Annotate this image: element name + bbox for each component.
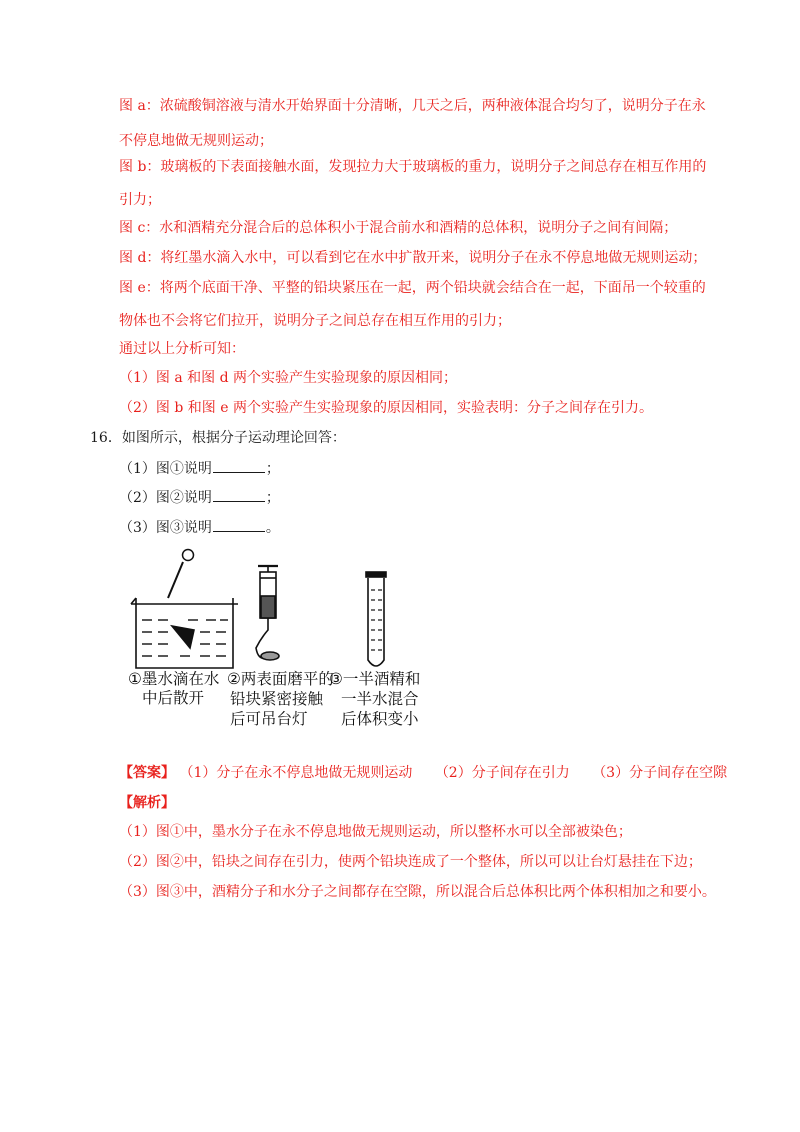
answer-line bbox=[119, 763, 727, 783]
caption-3-line-3: 后体积变小 bbox=[341, 710, 419, 728]
analysis-text-b2: 引力； bbox=[119, 192, 161, 208]
analysis-text-a1: 图 a：浓硫酸铜溶液与清水开始界面十分清晰，几天之后，两种液体混合均匀了，说明分子在永 bbox=[119, 98, 706, 114]
lead-block-lamp-figure bbox=[256, 566, 279, 660]
analysis-text-d1: 图 d：将红墨水滴入水中，可以看到它在水中扩散开来，说明分子在永不停息地做无规则运动； bbox=[119, 250, 707, 266]
caption-2-line-2: 铅块紧密接触 bbox=[230, 690, 324, 708]
question-number: 16． bbox=[90, 430, 122, 446]
question-stem: 如图所示，根据分子运动理论回答： bbox=[121, 430, 346, 446]
question-item-1 bbox=[119, 458, 280, 479]
question-16 bbox=[90, 428, 346, 448]
analysis-summary-2: （2）图 b 和图 e 两个实验产生实验现象的原因相同，实验表明：分子之间存在引力。 bbox=[119, 400, 653, 416]
analysis-label: 【解析】 bbox=[119, 795, 175, 811]
caption-1-line-1: ①墨水滴在水 bbox=[128, 670, 220, 688]
analysis-line-3: （3）图③中，酒精分子和水分子之间都存在空隙，所以混合后总体积比两个体积相加之和要小。 bbox=[119, 884, 716, 900]
analysis-text-e2: 物体也不会将它们拉开，说明分子之间总存在相互作用的引力； bbox=[119, 313, 511, 329]
caption-3-line-1: ③一半酒精和 bbox=[329, 670, 421, 688]
analysis-text-e1: 图 e：将两个底面干净、平整的铅块紧压在一起，两个铅块就会结合在一起，下面吊一个较重的 bbox=[119, 280, 706, 296]
question-item-3 bbox=[119, 517, 280, 538]
analysis-line-2: （2）图②中，铅块之间存在引力，使两个铅块连成了一个整体，所以可以让台灯悬挂在下边； bbox=[119, 854, 702, 870]
analysis-text-a2: 不停息地做无规则运动； bbox=[119, 133, 273, 149]
answer-part-3: （3）分子间存在空隙 bbox=[592, 765, 728, 781]
figure-captions bbox=[128, 669, 420, 728]
analysis-summary: 通过以上分析可知： bbox=[119, 341, 245, 357]
caption-1-line-2: 中后散开 bbox=[142, 689, 205, 707]
answer-part-2: （2）分子间存在引力 bbox=[434, 765, 570, 781]
ink-drop-icon bbox=[172, 626, 194, 648]
question-item-3-text: （3）图③说明 bbox=[119, 520, 212, 536]
question-item-2-punct: ； bbox=[265, 490, 280, 506]
beaker-figure bbox=[131, 550, 238, 669]
answer-blank-1[interactable] bbox=[213, 458, 265, 473]
answer-blank-3[interactable] bbox=[213, 517, 265, 532]
caption-2-line-1: ②两表面磨平的 bbox=[227, 670, 334, 688]
question-item-2 bbox=[119, 487, 280, 508]
analysis-line-1: （1）图①中，墨水分子在永不停息地做无规则运动，所以整杯水可以全部被染色； bbox=[119, 824, 632, 840]
question-item-3-punct: 。 bbox=[265, 520, 280, 536]
answer-label: 【答案】 bbox=[119, 765, 175, 781]
caption-3-line-2: 一半水混合 bbox=[341, 690, 419, 708]
question-item-2-text: （2）图②说明 bbox=[119, 490, 212, 506]
question-item-1-punct: ； bbox=[265, 461, 280, 477]
analysis-summary-1: （1）图 a 和图 d 两个实验产生实验现象的原因相同； bbox=[119, 370, 458, 386]
question-item-1-text: （1）图①说明 bbox=[119, 461, 212, 477]
caption-2-line-3: 后可吊台灯 bbox=[230, 710, 308, 728]
answer-blank-2[interactable] bbox=[213, 487, 265, 502]
test-tube-figure bbox=[366, 572, 386, 666]
analysis-text-c1: 图 c：水和酒精充分混合后的总体积小于混合前水和酒精的总体积，说明分子之间有间隔； bbox=[119, 220, 678, 236]
analysis-text-b1: 图 b：玻璃板的下表面接触水面，发现拉力大于玻璃板的重力，说明分子之间总存在相互作用的 bbox=[119, 159, 707, 175]
experiment-figure bbox=[128, 548, 458, 738]
answer-part-1: （1）分子在永不停息地做无规则运动 bbox=[179, 765, 413, 781]
